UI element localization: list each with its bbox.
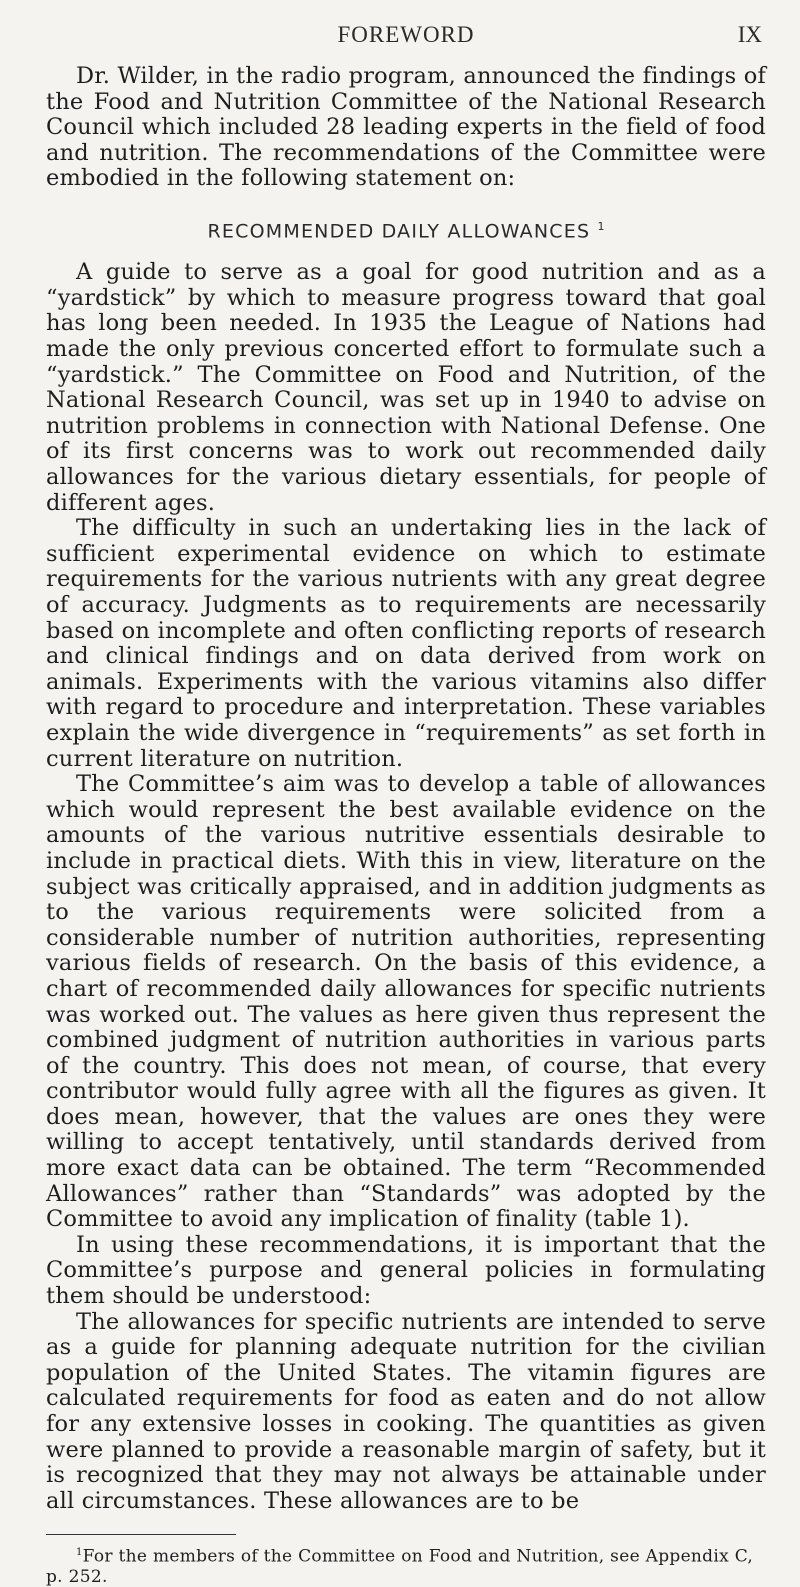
footnote-marker: 1 [76, 1547, 83, 1559]
section-heading-text: RECOMMENDED DAILY ALLOWANCES [207, 220, 591, 243]
body-paragraph: A guide to serve as a goal for good nutrition and as a “yardstick” by which to measure progress toward that goal has long been needed. In 1935 the League of Nations had made the only previous concerted effort to formulate such a “yardstick.” The Committee on Food and Nutrition, of the National Research Council, was set up in 1940 to advise on nutrition problems in connection with National Defense. One of its first concerns was to work out recommended daily allowances for the various dietary essentials, for people of different ages. [46, 259, 766, 516]
body-paragraph: In using these recommendations, it is important that the Committee’s purpose and general policies in formulating them should be understood: [46, 1231, 766, 1310]
body-paragraph: The allowances for specific nutrients are intended to serve as a guide for planning adequate nutrition for the civilian population of the United States. The vitamin figures are calculated requirements for food as eaten and do not allow for any extensive losses in cooking. The quantities as given were planned to provide a reasonable margin of safety, but it is recognized that they may not always be attainable under all circumstances. These allowances are to be [46, 1308, 766, 1514]
intro-paragraph: Dr. Wilder, in the radio program, announced the findings of the Food and Nutrition Committee of the National Research Council which included 28 leading experts in the field of food and nutrition. The recommendations of the Committee were embodied in the following statement on: [46, 63, 766, 192]
section-heading [46, 220, 766, 242]
footnote-divider [46, 1534, 236, 1535]
footnote-reference: 1 [597, 219, 605, 233]
page-header [46, 22, 766, 62]
running-title: FOREWORD [337, 22, 475, 47]
footnote-text: For the members of the Committee on Food and Nutrition, see Appendix C, p. 252. [46, 1547, 754, 1587]
page-number: IX [737, 22, 762, 47]
body-paragraph: The Committee’s aim was to develop a table of allowances which would represent the best available evidence on the amounts of the various nutritive essentials desirable to include in practical diets. With this in view, literature on the subject was critically appraised, and in addition judgments as to the various requirements were solicited from a considerable number of nutrition authorities, representing various fields of research. On the basis of this evidence, a chart of recommended daily allowances for specific nutrients was worked out. The values as here given thus represent the combined judgment of nutrition authorities in various parts of the country. This does not mean, of course, that every contributor would fully agree with all the figures as given. It does mean, however, that the values are ones they were willing to accept tentatively, until standards derived from more exact data can be obtained. The term “Recommended Allowances” rather than “Standards” was adopted by the Committee to avoid any implication of finality (table 1). [46, 771, 766, 1233]
body-paragraph: The difficulty in such an undertaking lies in the lack of sufficient experimental evidence on which to estimate requirements for the various nutrients with any great degree of accuracy. Judgments as to requirements are necessarily based on incomplete and often conflicting reports of research and clinical findings and on data derived from work on animals. Experiments with the various vitamins also differ with regard to procedure and interpretation. These variables explain the wide divergence in “requirements” as set forth in current literature on nutrition. [46, 515, 766, 772]
footnote [46, 1543, 766, 1587]
